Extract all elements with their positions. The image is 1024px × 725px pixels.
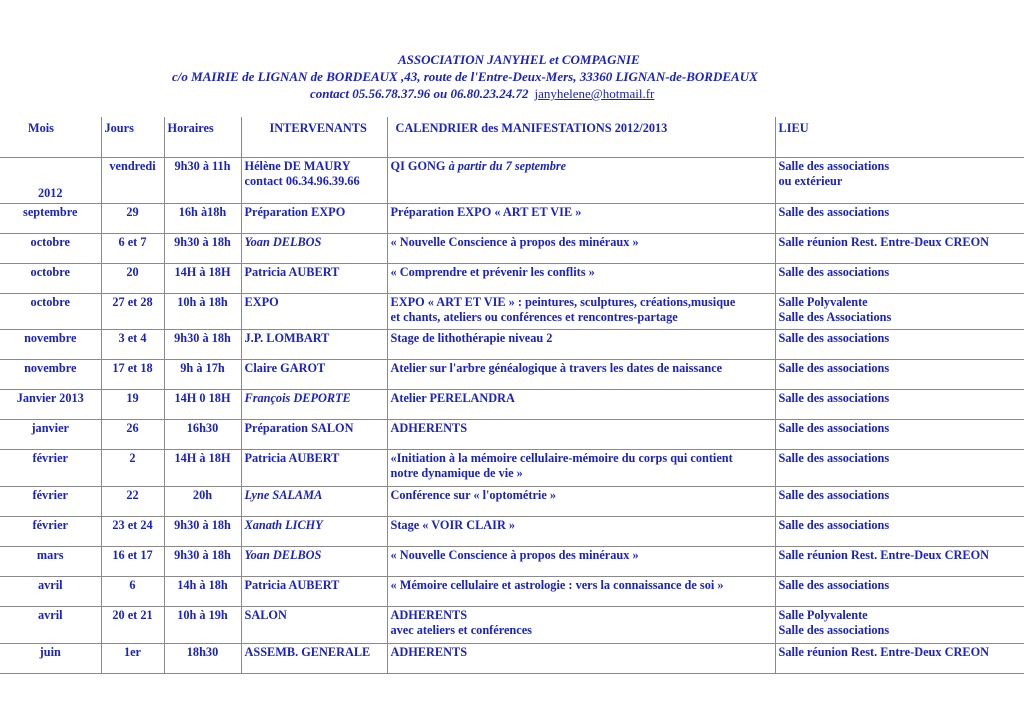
- calendrier-text-line2: notre dynamique de vie »: [390, 466, 523, 480]
- cell-mois: [0, 487, 101, 517]
- association-address: c/o MAIRIE de LIGNAN de BORDEAUX ,43, route de l'Entre-Deux-Mers, 33360 LIGNAN-de-BORDEAUX: [172, 69, 758, 84]
- calendrier-text: Atelier PERELANDRA: [390, 391, 515, 405]
- cell-intervenants: [241, 390, 387, 420]
- table-row: [0, 360, 1024, 390]
- lieu-text: Salle des associations: [778, 159, 890, 173]
- mois-text: février: [32, 518, 68, 532]
- table-row: [0, 294, 1024, 330]
- mois-text: octobre: [30, 235, 70, 249]
- horaires-text: 18h30: [186, 645, 219, 659]
- cell-jours: [101, 517, 164, 547]
- cell-calendrier: [387, 644, 775, 674]
- jours-text: 19: [126, 391, 139, 405]
- mois-text: avril: [37, 578, 63, 592]
- lieu-text: Salle des associations: [778, 451, 890, 465]
- cell-intervenants: [241, 607, 387, 644]
- cell-horaires: [164, 204, 241, 234]
- horaires-text: 14H à 18H: [174, 451, 231, 465]
- table-row: [0, 390, 1024, 420]
- cell-calendrier: [387, 204, 775, 234]
- cell-calendrier: [387, 420, 775, 450]
- mois-text: octobre: [30, 265, 70, 279]
- cell-intervenants: [241, 294, 387, 330]
- cell-horaires: [164, 158, 241, 204]
- cell-lieu: [775, 517, 1024, 547]
- mois-text: janvier: [31, 421, 70, 435]
- cell-lieu: [775, 360, 1024, 390]
- intervenant-text: Préparation EXPO: [244, 205, 346, 219]
- lieu-text: Salle réunion Rest. Entre-Deux CREON: [778, 645, 990, 659]
- cell-lieu: [775, 450, 1024, 487]
- cell-lieu: [775, 294, 1024, 330]
- jours-text: 3 et 4: [118, 331, 147, 345]
- cell-jours: [101, 577, 164, 607]
- cell-horaires: [164, 450, 241, 487]
- lieu-text-line2: Salle des Associations: [778, 310, 892, 324]
- cell-horaires: [164, 420, 241, 450]
- intervenant-text: ASSEMB. GENERALE: [244, 645, 371, 659]
- mois-text: Janvier 2013: [16, 391, 84, 405]
- cell-lieu: [775, 158, 1024, 204]
- intervenant-text: EXPO: [244, 295, 279, 309]
- calendrier-text: Atelier sur l'arbre généalogique à travers les dates de naissance: [390, 361, 723, 375]
- intervenant-text: Patricia AUBERT: [244, 451, 340, 465]
- lieu-text: Salle des associations: [778, 488, 890, 502]
- jours-text: 27 et 28: [112, 295, 153, 309]
- cell-jours: [101, 158, 164, 204]
- jours-text: 2: [129, 451, 136, 465]
- cell-jours: [101, 264, 164, 294]
- cell-mois: [0, 264, 101, 294]
- mois-text: juin: [39, 645, 61, 659]
- horaires-text: 14H 0 18H: [174, 391, 231, 405]
- table-row: [0, 234, 1024, 264]
- email-link[interactable]: janyhelene@hotmail.fr: [534, 86, 655, 101]
- cell-intervenants: [241, 360, 387, 390]
- calendrier-text: Stage de lithothérapie niveau 2: [390, 331, 553, 345]
- cell-calendrier: [387, 158, 775, 204]
- column-header-lieu: LIEU: [775, 117, 1024, 158]
- calendrier-text: ADHERENTS: [390, 608, 468, 622]
- cell-mois: [0, 420, 101, 450]
- horaires-text: 10h à 19h: [177, 608, 228, 622]
- jours-text: 26: [126, 421, 139, 435]
- intervenant-text: Yoan DELBOS: [244, 235, 322, 249]
- cell-horaires: [164, 234, 241, 264]
- cell-lieu: [775, 330, 1024, 360]
- cell-lieu: [775, 420, 1024, 450]
- cell-intervenants: [241, 517, 387, 547]
- intervenant-contact: contact 06.34.96.39.66: [244, 174, 360, 188]
- cell-horaires: [164, 487, 241, 517]
- cell-jours: [101, 607, 164, 644]
- intervenant-text: Préparation SALON: [244, 421, 354, 435]
- cell-jours: [101, 420, 164, 450]
- cell-mois: [0, 547, 101, 577]
- horaires-text: 9h30 à 18h: [174, 548, 231, 562]
- table-row: [0, 577, 1024, 607]
- cell-jours: [101, 547, 164, 577]
- cell-calendrier: [387, 450, 775, 487]
- cell-mois: [0, 517, 101, 547]
- cell-lieu: [775, 390, 1024, 420]
- cell-lieu: [775, 264, 1024, 294]
- intervenant-text: Yoan DELBOS: [244, 548, 322, 562]
- cell-horaires: [164, 644, 241, 674]
- lieu-text-line2: Salle des associations: [778, 623, 890, 637]
- mois-text: septembre: [23, 205, 78, 219]
- intervenant-text: SALON: [244, 608, 287, 622]
- intervenant-text: François DEPORTE: [244, 391, 351, 405]
- jours-text: 6: [129, 578, 136, 592]
- mois-text: 2012: [37, 186, 63, 200]
- jours-text: 20 et 21: [112, 608, 153, 622]
- cell-lieu: [775, 234, 1024, 264]
- cell-lieu: [775, 644, 1024, 674]
- lieu-text: Salle des associations: [778, 265, 890, 279]
- cell-intervenants: [241, 644, 387, 674]
- table-row: [0, 264, 1024, 294]
- cell-intervenants: [241, 264, 387, 294]
- cell-calendrier: [387, 360, 775, 390]
- cell-horaires: [164, 547, 241, 577]
- horaires-text: 9h30 à 18h: [174, 235, 231, 249]
- cell-mois: [0, 644, 101, 674]
- association-contact: [310, 86, 654, 102]
- table-row: [0, 420, 1024, 450]
- cell-mois: [0, 360, 101, 390]
- mois-text: février: [32, 451, 68, 465]
- intervenant-text: Patricia AUBERT: [244, 265, 340, 279]
- cell-intervenants: [241, 234, 387, 264]
- cell-lieu: [775, 577, 1024, 607]
- lieu-text: Salle Polyvalente: [778, 608, 868, 622]
- cell-intervenants: [241, 547, 387, 577]
- cell-horaires: [164, 264, 241, 294]
- cell-calendrier: [387, 390, 775, 420]
- cell-intervenants: [241, 330, 387, 360]
- cell-intervenants: [241, 577, 387, 607]
- column-header-mois: Mois: [0, 117, 101, 158]
- table-row: [0, 547, 1024, 577]
- jours-text: 6 et 7: [118, 235, 147, 249]
- intervenant-text: Hélène DE MAURY: [244, 159, 351, 173]
- calendrier-text: « Nouvelle Conscience à propos des minéraux »: [390, 235, 639, 249]
- calendrier-text: «Initiation à la mémoire cellulaire-mémoire du corps qui contient: [390, 451, 733, 465]
- events-table: [0, 117, 1024, 674]
- horaires-text: 10h à 18h: [177, 295, 228, 309]
- jours-text: vendredi: [109, 159, 156, 173]
- cell-horaires: [164, 294, 241, 330]
- table-row: [0, 158, 1024, 204]
- jours-text: 23 et 24: [112, 518, 153, 532]
- jours-text: 16 et 17: [112, 548, 153, 562]
- cell-lieu: [775, 607, 1024, 644]
- calendrier-text: Conférence sur « l'optométrie »: [390, 488, 557, 502]
- cell-jours: [101, 487, 164, 517]
- cell-horaires: [164, 390, 241, 420]
- lieu-text: Salle des associations: [778, 518, 890, 532]
- jours-text: 1er: [123, 645, 142, 659]
- jours-text: 17 et 18: [112, 361, 153, 375]
- column-header-jours: Jours: [101, 117, 164, 158]
- horaires-text: 9h30 à 18h: [174, 518, 231, 532]
- association-title: ASSOCIATION JANYHEL et COMPAGNIE: [398, 52, 640, 67]
- horaires-text: 14h à 18h: [177, 578, 228, 592]
- table-row: [0, 450, 1024, 487]
- mois-text: novembre: [24, 361, 77, 375]
- calendrier-text: « Nouvelle Conscience à propos des minéraux »: [390, 548, 639, 562]
- calendrier-text: Stage « VOIR CLAIR »: [390, 518, 516, 532]
- horaires-text: 9h30 à 11h: [174, 159, 231, 173]
- cell-jours: [101, 204, 164, 234]
- cell-mois: [0, 577, 101, 607]
- horaires-text: 20h: [192, 488, 213, 502]
- cell-calendrier: [387, 487, 775, 517]
- cell-horaires: [164, 360, 241, 390]
- horaires-text: 16h30: [186, 421, 219, 435]
- calendrier-text: EXPO « ART ET VIE » : peintures, sculptures, créations,musique: [390, 295, 736, 309]
- calendrier-text: QI GONG: [390, 159, 449, 173]
- cell-lieu: [775, 204, 1024, 234]
- cell-intervenants: [241, 487, 387, 517]
- calendrier-text: « Comprendre et prévenir les conflits »: [390, 265, 595, 279]
- table-row: [0, 517, 1024, 547]
- intervenant-text: J.P. LOMBART: [244, 331, 330, 345]
- cell-mois: [0, 330, 101, 360]
- cell-mois: [0, 607, 101, 644]
- table-row: [0, 330, 1024, 360]
- mois-text: mars: [36, 548, 64, 562]
- lieu-text: Salle des associations: [778, 331, 890, 345]
- jours-text: 29: [126, 205, 139, 219]
- lieu-text: Salle des associations: [778, 205, 890, 219]
- lieu-text-line2: ou extérieur: [778, 174, 843, 188]
- cell-horaires: [164, 607, 241, 644]
- table-row: [0, 204, 1024, 234]
- cell-intervenants: [241, 158, 387, 204]
- lieu-text: Salle Polyvalente: [778, 295, 868, 309]
- mois-text: novembre: [24, 331, 77, 345]
- horaires-text: 9h30 à 18h: [174, 331, 231, 345]
- horaires-text: 9h à 17h: [180, 361, 225, 375]
- cell-jours: [101, 294, 164, 330]
- lieu-text: Salle des associations: [778, 578, 890, 592]
- calendrier-text: « Mémoire cellulaire et astrologie : vers la connaissance de soi »: [390, 578, 724, 592]
- intervenant-text: Lyne SALAMA: [244, 488, 323, 502]
- cell-mois: [0, 204, 101, 234]
- intervenant-text: Xanath LICHY: [244, 518, 323, 532]
- mois-text: avril: [37, 608, 63, 622]
- cell-mois: [0, 390, 101, 420]
- cell-horaires: [164, 517, 241, 547]
- mois-text: février: [32, 488, 68, 502]
- cell-mois: [0, 450, 101, 487]
- cell-jours: [101, 450, 164, 487]
- lieu-text: Salle réunion Rest. Entre-Deux CREON: [778, 235, 990, 249]
- column-header-intervenants: INTERVENANTS: [241, 117, 387, 158]
- cell-calendrier: [387, 330, 775, 360]
- cell-intervenants: [241, 420, 387, 450]
- table-row: [0, 644, 1024, 674]
- jours-text: 20: [126, 265, 139, 279]
- cell-horaires: [164, 330, 241, 360]
- column-header-horaires: Horaires: [164, 117, 241, 158]
- calendrier-text-line2: et chants, ateliers ou conférences et rencontres-partage: [390, 310, 678, 324]
- horaires-text: 16h à18h: [178, 205, 227, 219]
- column-header-calendrier: CALENDRIER des MANIFESTATIONS 2012/2013: [387, 117, 775, 158]
- cell-mois: [0, 294, 101, 330]
- calendrier-text: ADHERENTS: [390, 645, 468, 659]
- cell-jours: [101, 644, 164, 674]
- intervenant-text: Patricia AUBERT: [244, 578, 340, 592]
- calendrier-text: Préparation EXPO « ART ET VIE »: [390, 205, 582, 219]
- lieu-text: Salle des associations: [778, 421, 890, 435]
- cell-calendrier: [387, 517, 775, 547]
- cell-lieu: [775, 487, 1024, 517]
- cell-jours: [101, 360, 164, 390]
- cell-horaires: [164, 577, 241, 607]
- lieu-text: Salle réunion Rest. Entre-Deux CREON: [778, 548, 990, 562]
- calendrier-text-line2: avec ateliers et conférences: [390, 623, 532, 637]
- lieu-text: Salle des associations: [778, 361, 890, 375]
- cell-intervenants: [241, 450, 387, 487]
- cell-jours: [101, 330, 164, 360]
- cell-lieu: [775, 547, 1024, 577]
- contact-phones: contact 05.56.78.37.96 ou 06.80.23.24.72: [310, 86, 529, 101]
- intervenant-text: Claire GAROT: [244, 361, 326, 375]
- cell-jours: [101, 234, 164, 264]
- mois-text: octobre: [30, 295, 70, 309]
- calendrier-text: ADHERENTS: [390, 421, 468, 435]
- cell-calendrier: [387, 607, 775, 644]
- cell-mois: [0, 234, 101, 264]
- cell-calendrier: [387, 234, 775, 264]
- cell-mois: [0, 158, 101, 204]
- cell-jours: [101, 390, 164, 420]
- table-row: [0, 607, 1024, 644]
- horaires-text: 14H à 18H: [174, 265, 231, 279]
- cell-calendrier: [387, 294, 775, 330]
- cell-calendrier: [387, 577, 775, 607]
- lieu-text: Salle des associations: [778, 391, 890, 405]
- cell-calendrier: [387, 547, 775, 577]
- calendrier-note: à partir du 7 septembre: [448, 159, 567, 173]
- cell-calendrier: [387, 264, 775, 294]
- table-row: [0, 487, 1024, 517]
- table-header-row: [0, 117, 1024, 158]
- cell-intervenants: [241, 204, 387, 234]
- jours-text: 22: [126, 488, 139, 502]
